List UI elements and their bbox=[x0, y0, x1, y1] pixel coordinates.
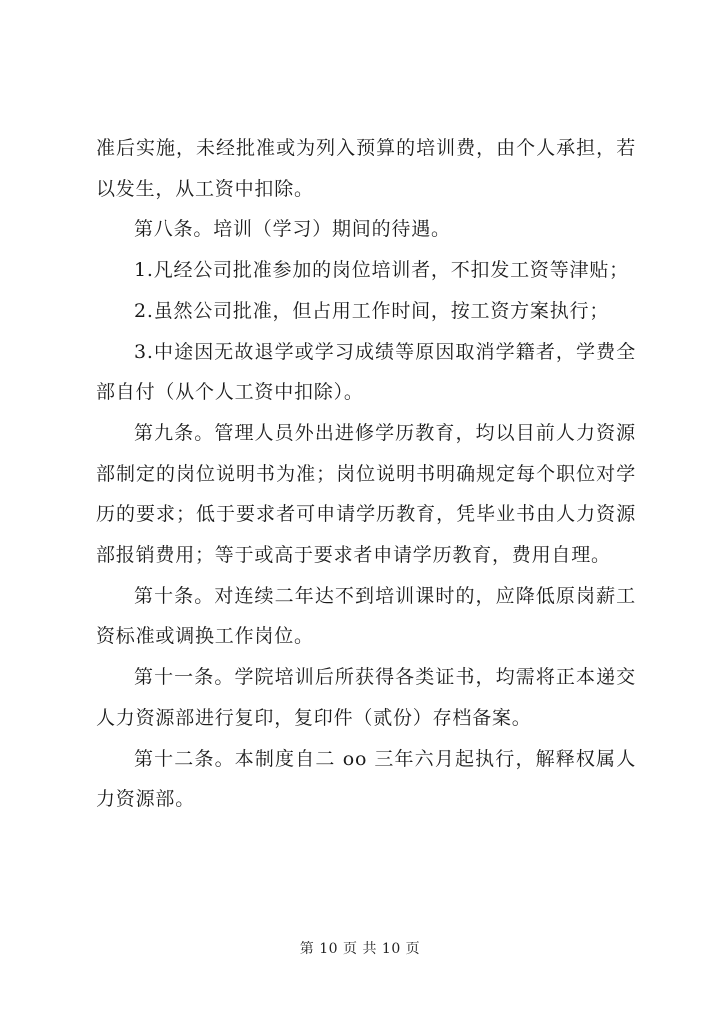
paragraph-article-9: 第九条。管理人员外出进修学历教育，均以目前人力资源部制定的岗位说明书为准；岗位说明书明确规定每个职位对学历的要求；低于要求者可申请学历教育，凭毕业书由人力资源部报销费用；等于或高于要求者申请学历教育，费用自理。 bbox=[96, 421, 636, 567]
paragraph-article-8: 第八条。培训（学习）期间的待遇。 bbox=[134, 218, 451, 241]
page-number-footer: 第 10 页 共 10 页 bbox=[299, 941, 421, 957]
paragraph-article-10: 第十条。对连续二年达不到培训课时的，应降低原岗薪工资标准或调换工作岗位。 bbox=[96, 584, 636, 648]
paragraph-item-1: 1.凡经公司批准参加的岗位培训者，不扣发工资等津贴； bbox=[134, 259, 629, 282]
paragraph-article-11: 第十一条。学院培训后所获得各类证书，均需将正本递交人力资源部进行复印，复印件（贰份）存档备案。 bbox=[96, 666, 636, 729]
paragraph-item-2: 2.虽然公司批准，但占用工作时间，按工资方案执行； bbox=[134, 299, 610, 322]
paragraph-continuation: 准后实施，未经批准或为列入预算的培训费，由个人承担，若以发生，从工资中扣除。 bbox=[96, 137, 636, 200]
paragraph-item-3: 3.中途因无故退学或学习成绩等原因取消学籍者，学费全部自付（从个人工资中扣除）。 bbox=[96, 340, 636, 404]
document-body bbox=[96, 128, 636, 820]
paragraph-article-12: 第十二条。本制度自二 oo 三年六月起执行，解释权属人力资源部。 bbox=[96, 747, 636, 811]
